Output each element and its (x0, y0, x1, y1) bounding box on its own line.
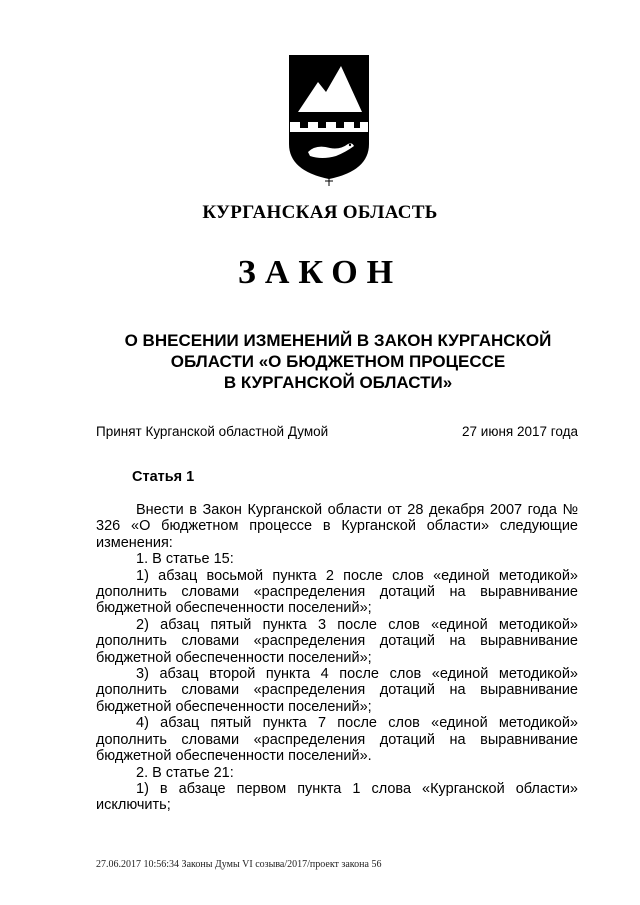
coat-of-arms-emblem (286, 52, 372, 186)
adopted-by-text: Принят Курганской областной Думой (96, 424, 329, 439)
article-paragraph: 2) абзац пятый пункта 3 после слов «единой методикой» дополнить словами «распределения дотаций на выравнивание бюджетной обеспеченности поселений»; (96, 616, 578, 666)
footer-file-path: 27.06.2017 10:56:34 Законы Думы VI созыва/2017/проект закона 56 (96, 859, 382, 870)
article-paragraph: 3) абзац второй пункта 4 после слов «единой методикой» дополнить словами «распределения дотаций на выравнивание бюджетной обеспеченности поселений»; (96, 666, 578, 715)
document-type-heading: ЗАКОН (237, 254, 403, 291)
law-title-line: ОБЛАСТИ «О БЮДЖЕТНОМ ПРОЦЕССЕ (170, 352, 506, 371)
article-paragraph: 4) абзац пятый пункта 7 после слов «единой методикой» дополнить словами «распределения дотаций на выравнивание бюджетной обеспеченности поселений». (96, 715, 578, 765)
adoption-date: 27 июня 2017 года (462, 424, 578, 439)
article-heading: Статья 1 (132, 469, 195, 485)
article-paragraph: 1) в абзаце первом пункта 1 слова «Курганской области» исключить; (96, 780, 578, 814)
article-paragraph: Внести в Закон Курганской области от 28 декабря 2007 года № 326 «О бюджетном процессе в Курганской области» следующие изменения: (96, 502, 578, 551)
law-title (0, 330, 640, 393)
law-title-line: В КУРГАНСКОЙ ОБЛАСТИ» (223, 373, 453, 392)
article-paragraph: 2. В статье 21: (136, 764, 234, 781)
article-paragraph: 1) абзац восьмой пункта 2 после слов «единой методикой» дополнить словами «распределения дотаций на выравнивание бюджетной обеспеченности поселений»; (96, 567, 578, 617)
article-paragraph: 1. В статье 15: (136, 551, 234, 568)
article-body (96, 502, 578, 814)
law-title-line: О ВНЕСЕНИИ ИЗМЕНЕНИЙ В ЗАКОН КУРГАНСКОЙ (124, 331, 552, 350)
emblem-shield (290, 56, 368, 178)
emblem-marten-eye (349, 144, 351, 146)
region-heading: КУРГАНСКАЯ ОБЛАСТЬ (202, 202, 438, 223)
adoption-line (96, 424, 578, 439)
